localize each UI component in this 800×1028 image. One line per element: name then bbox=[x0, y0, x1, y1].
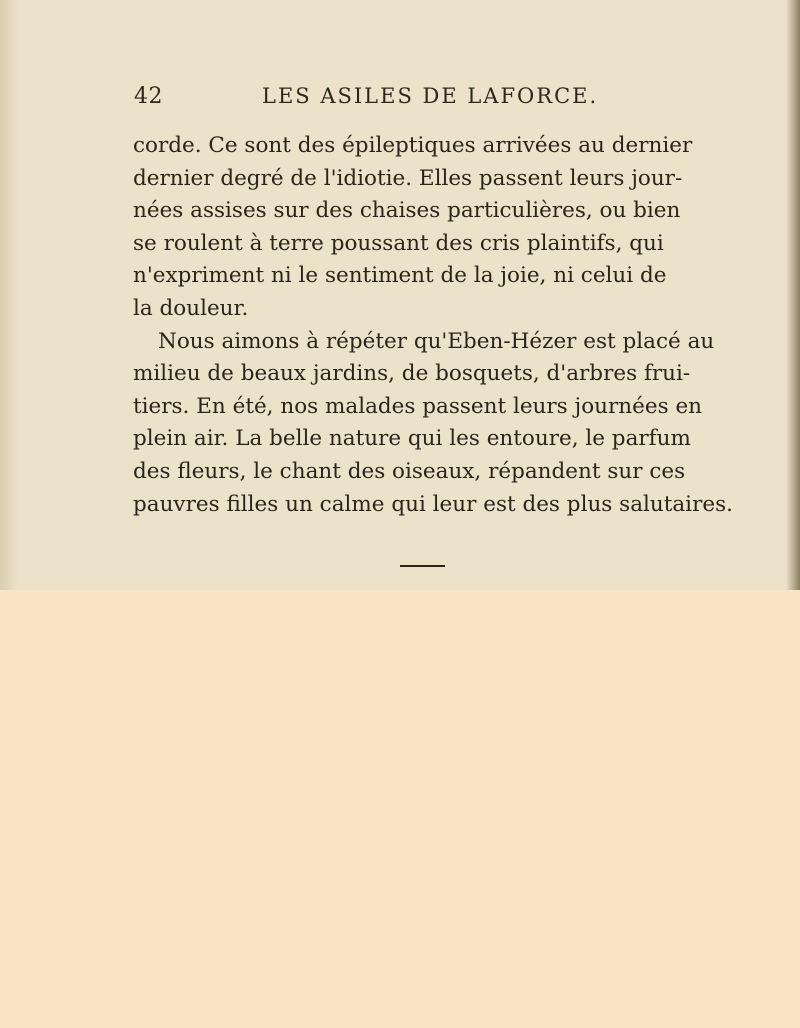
page-number: 42 bbox=[134, 84, 163, 109]
body-text bbox=[133, 130, 733, 521]
text-line: tiers. En été, nos malades passent leurs journées en bbox=[133, 393, 703, 419]
text-line: pauvres filles un calme qui leur est des plus salutaires. bbox=[133, 491, 733, 517]
page-header bbox=[0, 84, 800, 114]
running-title: LES ASILES DE LAFORCE. bbox=[262, 84, 599, 108]
text-line: des fleurs, le chant des oiseaux, répandent sur ces bbox=[133, 458, 686, 484]
text-line: milieu de beaux jardins, de bosquets, d'arbres frui- bbox=[133, 361, 691, 387]
text-line: plein air. La belle nature qui les entoure, le parfum bbox=[133, 426, 691, 452]
section-divider-rule bbox=[400, 565, 445, 567]
text-line: se roulent à terre poussant des cris plaintifs, qui bbox=[133, 230, 664, 256]
text-line: nées assises sur des chaises particulières, ou bien bbox=[133, 198, 681, 224]
text-line: dernier degré de l'idiotie. Elles passent leurs jour- bbox=[133, 165, 683, 191]
text-line: corde. Ce sont des épileptiques arrivées au dernier bbox=[133, 133, 693, 158]
text-line: Nous aimons à répéter qu'Eben-Hézer est placé au bbox=[158, 328, 715, 354]
text-line: la douleur. bbox=[133, 295, 249, 321]
text-line: n'expriment ni le sentiment de la joie, ni celui de bbox=[133, 263, 667, 289]
